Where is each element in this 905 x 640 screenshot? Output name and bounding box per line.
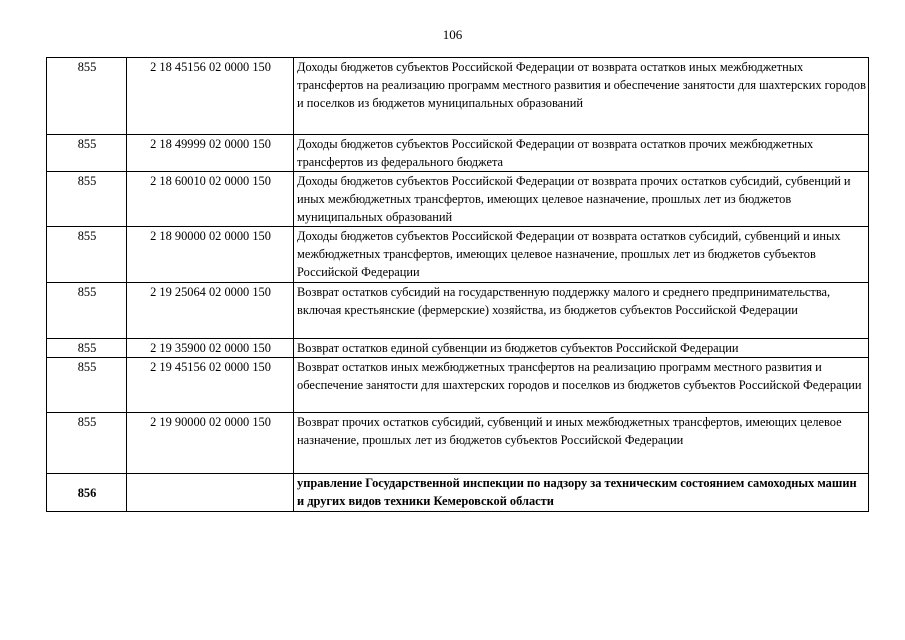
revenue-description-cell: Возврат остатков иных межбюджетных трансфертов на реализацию программ местного развития и обеспечение занятости для шахтерских городов и поселков из бюджетов субъектов Российской Федерации [294,358,869,413]
table-row [47,227,869,283]
admin-code-cell: 855 [47,358,127,413]
admin-code-cell: 855 [47,227,127,283]
admin-code-cell: 855 [47,339,127,358]
revenue-description-cell: Возврат остатков субсидий на государственную поддержку малого и среднего предпринимательства, включая крестьянские (фермерские) хозяйства, из бюджетов субъектов Российской Федерации [294,283,869,339]
table-row [47,135,869,172]
department-name-cell: управление Государственной инспекции по надзору за техническим состоянием самоходных машин и других видов техники Кемеровской области [294,474,869,512]
table-row [47,58,869,135]
revenue-description-cell: Доходы бюджетов субъектов Российской Федерации от возврата прочих остатков субсидий, субвенций и иных межбюджетных трансфертов, имеющих целевое назначение, прошлых лет из бюджетов муниципальных образований [294,172,869,227]
table-row [47,413,869,474]
department-row [47,474,869,512]
revenue-description-cell: Доходы бюджетов субъектов Российской Федерации от возврата остатков субсидий, субвенций и иных межбюджетных трансфертов, имеющих целевое назначение, прошлых лет из бюджетов субъектов Российской Федерации [294,227,869,283]
table-row [47,283,869,339]
revenue-code-cell: 2 19 45156 02 0000 150 [127,358,294,413]
admin-code-cell: 855 [47,135,127,172]
page-number: 106 [442,27,463,42]
revenue-code-cell: 2 18 60010 02 0000 150 [127,172,294,227]
admin-code-cell: 856 [47,474,127,512]
revenue-code-cell: 2 18 90000 02 0000 150 [127,227,294,283]
revenue-description-cell: Доходы бюджетов субъектов Российской Федерации от возврата остатков иных межбюджетных трансфертов на реализацию программ местного развития и обеспечение занятости для шахтерских городов и поселков из бюджетов муниципальных образований [294,58,869,135]
revenue-description-cell: Возврат прочих остатков субсидий, субвенций и иных межбюджетных трансфертов, имеющих целевое назначение, прошлых лет из бюджетов субъектов Российской Федерации [294,413,869,474]
revenue-code-cell: 2 19 25064 02 0000 150 [127,283,294,339]
admin-code-cell: 855 [47,413,127,474]
revenue-code-cell: 2 19 90000 02 0000 150 [127,413,294,474]
admin-code-cell: 855 [47,58,127,135]
revenue-code-cell [127,474,294,512]
revenue-code-cell: 2 18 49999 02 0000 150 [127,135,294,172]
admin-code-cell: 855 [47,172,127,227]
table-row [47,358,869,413]
revenue-description-cell: Возврат остатков единой субвенции из бюджетов субъектов Российской Федерации [294,339,869,358]
revenue-code-cell: 2 19 35900 02 0000 150 [127,339,294,358]
revenue-codes-table [46,57,869,512]
table-row [47,339,869,358]
table-row [47,172,869,227]
revenue-code-cell: 2 18 45156 02 0000 150 [127,58,294,135]
admin-code-cell: 855 [47,283,127,339]
revenue-description-cell: Доходы бюджетов субъектов Российской Федерации от возврата остатков прочих межбюджетных трансфертов из федерального бюджета [294,135,869,172]
